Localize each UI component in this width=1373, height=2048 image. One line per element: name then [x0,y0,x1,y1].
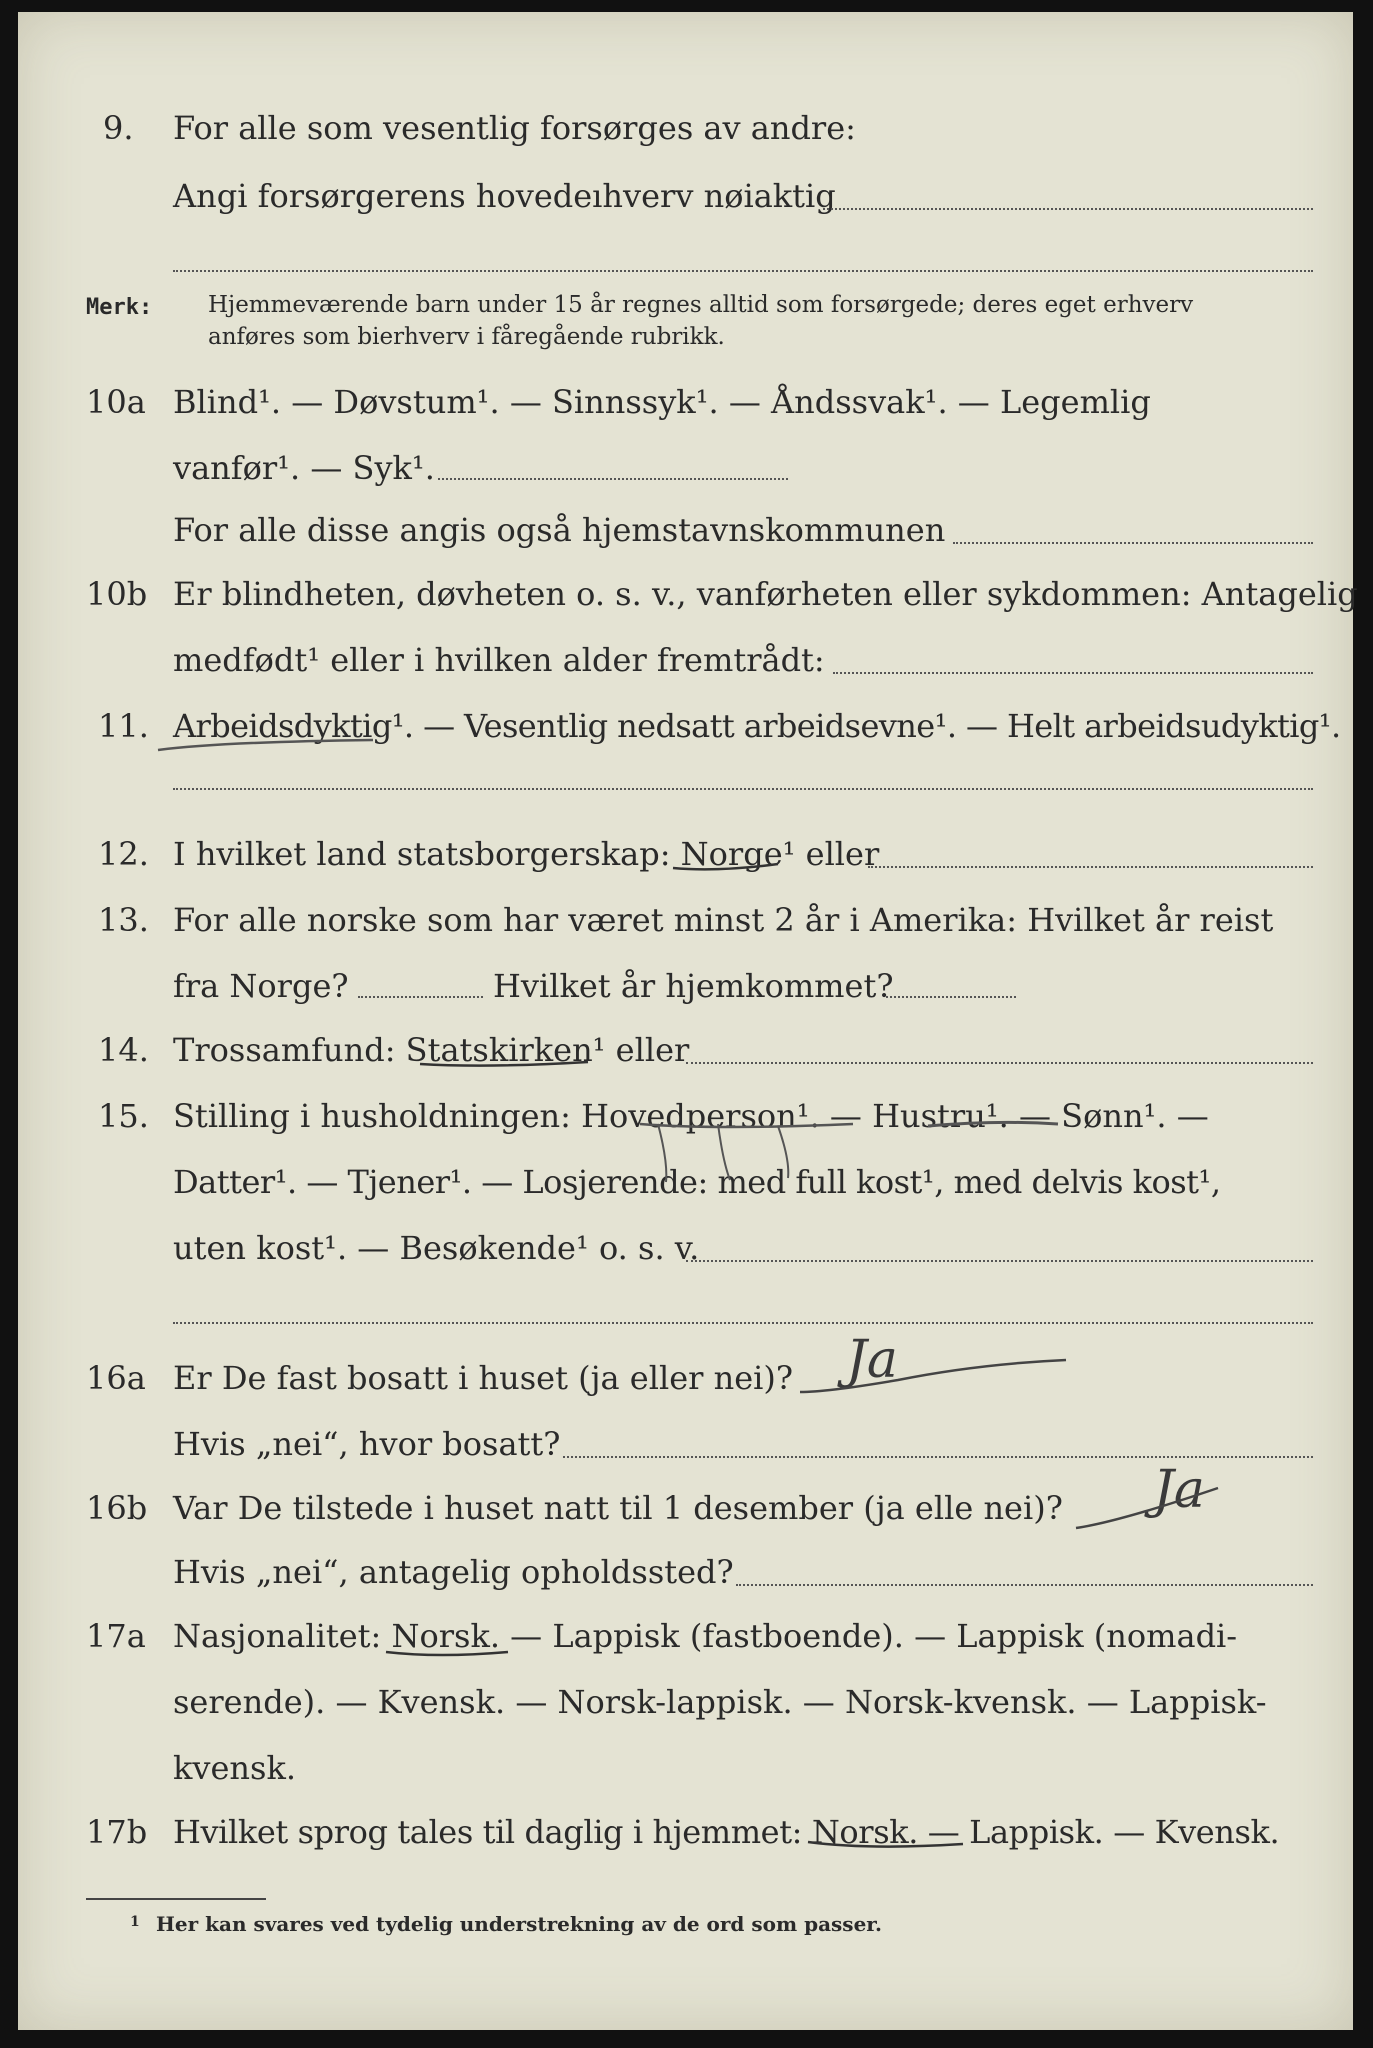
merk-line2: anføres som bierhverv i fåregående rubrikk. [208,324,725,350]
merk-line1: Hjemmeværende barn under 15 år regnes alltid som forsørgede; deres eget erhverv [208,292,1194,318]
q9-line2: Angi forsørgerens hovedeıhverv nøiaktig [173,177,836,215]
q10a-line1: Blind¹. — Døvstum¹. — Sinnssyk¹. — Åndssvak¹. — Legemlig [173,383,1151,421]
pen-scribble-q15 [658,1124,788,1182]
q16a-line2: Hvis „nei“, hvor bosatt? [173,1425,561,1463]
q10b-line1: Er blindheten, døvheten o. s. v., vanførheten eller sykdommen: Antagelig [173,575,1358,613]
footnote-mark: 1 [130,1914,140,1930]
q15-line2: Datter¹. — Tjener¹. — Losjerende: med full kost¹, med delvis kost¹, [173,1163,1221,1201]
q10a-line3: For alle disse angis også hjemstavnskommunen [173,511,946,549]
q14-number: 14. [98,1031,149,1069]
q17b-number: 17b [86,1813,148,1851]
answer-flourish-16a [800,1360,1066,1392]
q13-line2b: Hvilket år hjemkommet? [493,967,894,1005]
q12-line1: I hvilket land statsborgerskap: Norge¹ eller [173,835,880,873]
q17a-line3: kvensk. [173,1749,296,1787]
q15-line1: Stilling i husholdningen: Hovedperson¹. — Hustru¹. — Sønn¹. — [173,1097,1209,1135]
underline-norsk-17a [386,1652,508,1655]
q16a-line1: Er De fast bosatt i huset (ja eller nei)? [173,1359,794,1397]
q14-line1: Trossamfund: Statskirken¹ eller [173,1031,690,1069]
q11-line1: Arbeidsdyktig¹. — Vesentlig nedsatt arbeidsevne¹. — Helt arbeidsudyktig¹. [173,707,1341,745]
q13-line1: For alle norske som har været minst 2 år i Amerika: Hvilket år reist [173,901,1274,939]
q16a-handwritten-answer: Ja [846,1330,898,1390]
q10b-line2: medfødt¹ eller i hvilken alder fremtrådt: [173,641,825,679]
q15-line3: uten kost¹. — Besøkende¹ o. s. v. [173,1229,700,1267]
q13-line2a: fra Norge? [173,967,349,1005]
merk-label: Merk: [86,295,153,320]
q13-number: 13. [98,901,149,939]
q16b-handwritten-answer: Ja [1153,1460,1205,1520]
underline-arbeidsdyktig [158,740,373,750]
q9-line1: For alle som vesentlig forsørges av andre: [173,109,856,147]
underline-norsk-17b [808,1842,963,1847]
q10a-number: 10a [86,383,146,421]
answer-flourish-16b [1076,1488,1218,1528]
q15-number: 15. [98,1097,149,1135]
form-page [18,12,1358,2030]
q9-number: 9. [103,109,134,147]
q16b-line2: Hvis „nei“, antagelig opholdssted? [173,1553,734,1591]
underline-hovedperson [640,1124,853,1127]
q12-number: 12. [98,835,149,873]
q16b-line1: Var De tilstede i huset natt til 1 desember (ja elle nei)? [173,1489,1063,1527]
q17a-line1: Nasjonalitet: Norsk. — Lappisk (fastboende). — Lappisk (nomadi- [173,1617,1238,1655]
q10b-number: 10b [86,575,148,613]
q10a-line2: vanfør¹. — Syk¹. [173,449,435,487]
q16b-number: 16b [86,1489,148,1527]
underline-norge [673,864,778,869]
footnote-text: Her kan svares ved tydelig understrekning av de ord som passer. [156,1912,882,1936]
q16a-number: 16a [86,1359,146,1397]
underline-statskirken [420,1062,588,1066]
q17a-number: 17a [86,1617,146,1655]
pen-marks [18,12,1353,2030]
q17a-line2: serende). — Kvensk. — Norsk-lappisk. — Norsk-kvensk. — Lappisk- [173,1683,1267,1721]
q17b-line1: Hvilket sprog tales til daglig i hjemmet: Norsk. — Lappisk. — Kvensk. [173,1813,1280,1851]
q11-number: 11. [98,707,149,745]
strike-sonn [928,1122,1058,1126]
